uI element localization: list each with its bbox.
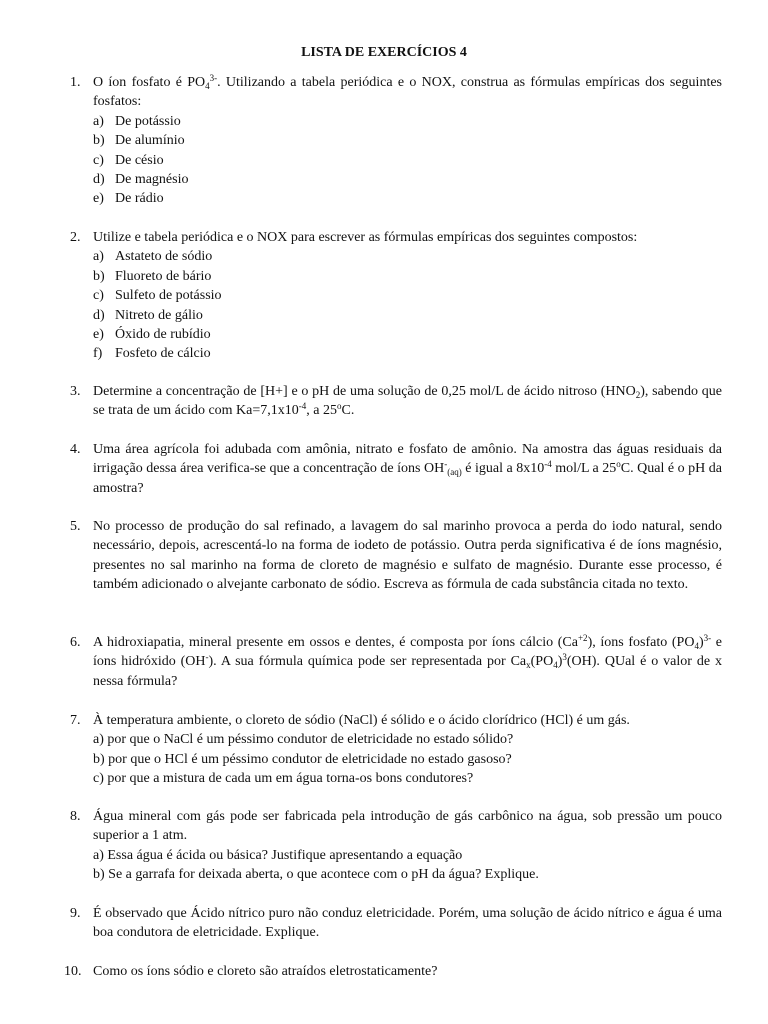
question-text: A hidroxiapatia, mineral presente em ossos e dentes, é composta por íons cálcio $(Ca^{+2})$, íons fosfato $(PO_4)^{3-}$ e íons hidróxido (OH-). A sua fórmula química pode ser representada por $Ca_x(PO_4)^3(OH)$. QUal é o valor de x nessa fórmula? [93, 633, 722, 689]
question-number: 10. [64, 964, 82, 979]
question-text: É observado que Ácido nítrico puro não conduz eletricidade. Porém, uma solução de ácido nítrico e água é uma boa condutora de eletricidade. Explique. [93, 906, 722, 941]
list-item: b) De alumínio [93, 133, 185, 149]
option-list [93, 112, 722, 209]
sub-question-list [93, 846, 722, 885]
question-3 [72, 382, 722, 421]
question-9 [72, 904, 722, 943]
list-item: d) De magnésio [93, 172, 189, 188]
question-number: 1. [70, 75, 81, 90]
list-item: b) Se a garrafa for deixada aberta, o que acontece com o pH da água? Explique. [93, 867, 539, 883]
list-item: a) Essa água é ácida ou básica? Justifique apresentando a equação [93, 847, 463, 863]
question-10 [64, 962, 722, 981]
question-text: Determine a concentração de [H+] e o pH de uma solução de 0,25 mol/L de ácido nitroso $(HNO_2)$, sabendo que se trata de um ácido com $Ka=7,1x10^{-4}$, a 25$^o$C. [93, 384, 722, 419]
question-number: 2. [70, 230, 81, 245]
question-1 [72, 73, 722, 209]
list-item: c) De césio [93, 152, 164, 168]
list-item: e) Óxido de rubídio [93, 327, 211, 343]
question-text: Água mineral com gás pode ser fabricada pela introdução de gás carbônico na água, sob pressão um pouco superior a 1 atm. [93, 809, 722, 844]
question-text: Uma área agrícola foi adubada com amônia, nitrato e fosfato de amônio. Na amostra das águas residuais da irrigação dessa área verifica-se que a concentração de íons $OH^-_{(aq)}$ é igual a $8x10^{-4}$ mol/L a 25$^o$C. Qual é o pH da amostra? [93, 442, 722, 496]
option-list [93, 247, 722, 363]
question-6 [72, 633, 722, 691]
list-item: e) De rádio [93, 191, 164, 207]
list-item: f) Fosfeto de cálcio [93, 346, 211, 362]
sub-question-list [93, 730, 722, 788]
question-number: 7. [70, 713, 81, 728]
question-number: 9. [70, 906, 81, 921]
question-4 [72, 440, 722, 498]
question-number: 8. [70, 809, 81, 824]
page-title: LISTA DE EXERCÍCIOS 4 [301, 45, 467, 60]
list-item: b) por que o HCl é um péssimo condutor de eletricidade no estado gasoso? [93, 751, 512, 767]
question-text: À temperatura ambiente, o cloreto de sódio (NaCl) é sólido e o ácido clorídrico (HCl) é um gás. [93, 713, 630, 728]
list-item: c) por que a mistura de cada um em água torna-os bons condutores? [93, 771, 474, 787]
question-number: 3. [70, 384, 81, 399]
question-2 [72, 228, 722, 364]
question-number: 6. [70, 635, 81, 650]
list-item: d) Nitreto de gálio [93, 307, 203, 323]
list-item: b) Fluoreto de bário [93, 268, 212, 284]
question-7 [72, 711, 722, 789]
list-item: a) Astateto de sódio [93, 249, 213, 265]
question-number: 4. [70, 442, 81, 457]
question-text: No processo de produção do sal refinado, a lavagem do sal marinho provoca a perda do iodo natural, sendo necessário, depois, acrescentá-lo na forma de iodeto de potássio. Outra perda significativa é de íons magnésio, presentes no sal marinho na forma de cloreto de magnésio e sulfato de magnésio. Durante esse processo, é também adicionado o alvejante carbonato de sódio. Escreva as fórmula de cada substância citada no texto. [93, 519, 722, 593]
question-8 [72, 807, 722, 885]
question-text: Como os íons sódio e cloreto são atraídos eletrostaticamente? [93, 964, 438, 979]
question-text: O íon fosfato é $PO_4^{3-}$. Utilizando a tabela periódica e o NOX, construa as fórmulas empíricas dos seguintes fosfatos: [93, 73, 722, 110]
question-text: Utilize e tabela periódica e o NOX para escrever as fórmulas empíricas dos seguintes compostos: [93, 230, 638, 245]
question-number: 5. [70, 519, 81, 534]
list-item: a) De potássio [93, 113, 181, 129]
list-item: a) por que o NaCl é um péssimo condutor de eletricidade no estado sólido? [93, 732, 514, 748]
list-item: c) Sulfeto de potássio [93, 288, 222, 304]
question-5 [72, 517, 722, 595]
